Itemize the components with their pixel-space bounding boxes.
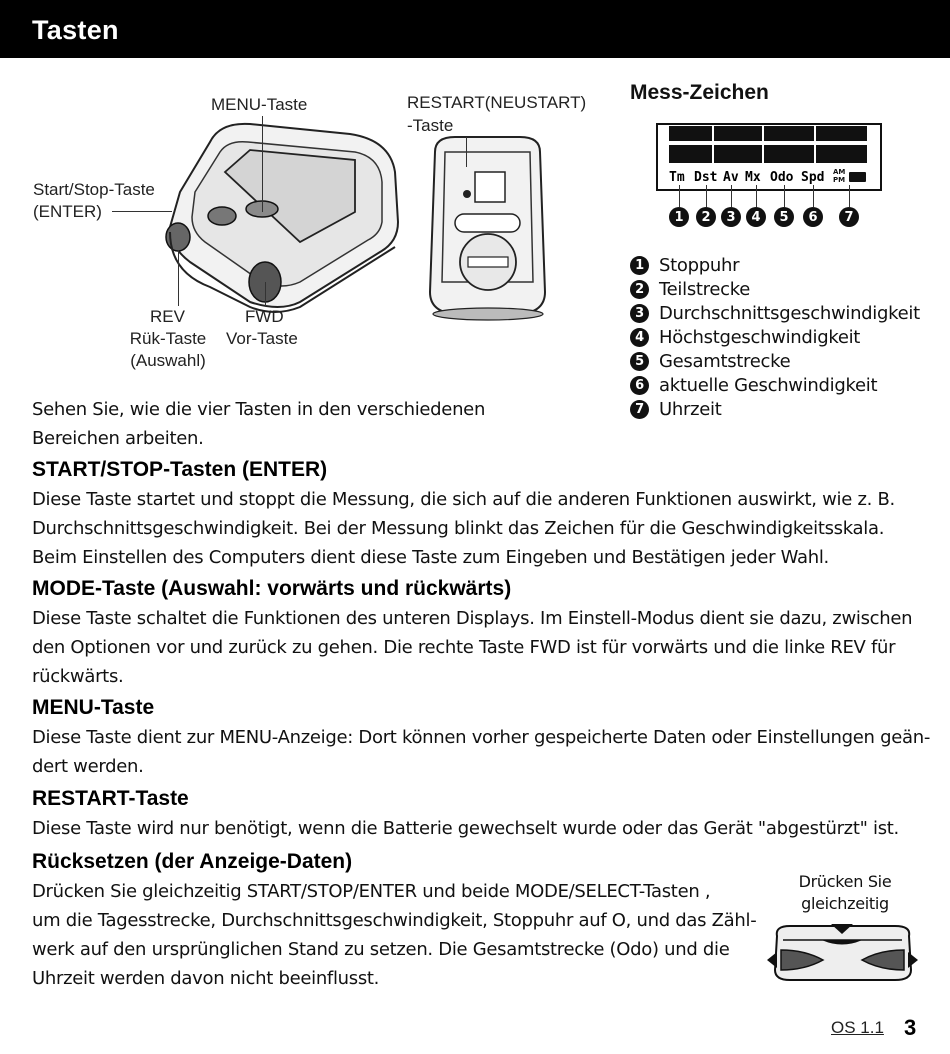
legend-item	[630, 373, 920, 397]
fwd-leader-line	[265, 282, 266, 306]
rev-leader-line	[178, 250, 179, 306]
legend-text: Stoppuhr	[659, 254, 740, 276]
footer-model: OS 1.1	[831, 1018, 884, 1037]
restart-paragraph	[32, 814, 899, 843]
lcd-leader-1	[679, 185, 680, 207]
legend-number: 5	[630, 352, 649, 371]
legend-number: 4	[630, 328, 649, 347]
legend-item	[630, 349, 920, 373]
legend-item	[630, 277, 920, 301]
mess-title: Mess-Zeichen	[630, 81, 769, 104]
lcd-leader-3	[731, 185, 732, 207]
intro-line: Bereichen arbeiten.	[32, 428, 204, 449]
lcd-number-7: 7	[839, 207, 859, 227]
intro-line: Sehen Sie, wie die vier Tasten in den verschiedenen	[32, 399, 486, 420]
page-title: Tasten	[32, 15, 119, 45]
lcd-leader-4	[756, 185, 757, 207]
startstop-paragraph	[32, 485, 895, 572]
press-label-line: Drücken Sie	[798, 872, 892, 891]
lcd-label-mx: Mx	[745, 170, 761, 185]
device-front-illustration	[150, 112, 410, 322]
header-bar	[0, 0, 950, 58]
reset-title: Rücksetzen (der Anzeige-Daten)	[32, 850, 353, 873]
press-label-line: gleichzeitig	[801, 894, 889, 913]
paragraph-line: Diese Taste wird nur benötigt, wenn die Batterie gewechselt wurde oder das Gerät "abgestürzt" ist.	[32, 818, 899, 839]
paragraph-line: Diese Taste schaltet die Funktionen des unteren Displays. Im Einstell-Modus dient sie dazu, zwischen	[32, 608, 913, 629]
legend-number: 1	[630, 256, 649, 275]
menu-title: MENU-Taste	[32, 696, 155, 719]
legend-text: Teilstrecke	[659, 278, 750, 300]
press-buttons-illustration	[765, 922, 920, 984]
mess-legend-list	[630, 253, 920, 421]
press-simultaneously-label	[775, 871, 915, 915]
rev-label: REV	[150, 307, 185, 326]
paragraph-line: werk auf den ursprünglichen Stand zu setzen. Die Gesamtstrecke (Odo) und die	[32, 939, 730, 960]
lcd-number-2: 2	[696, 207, 716, 227]
restart-title: RESTART-Taste	[32, 787, 189, 810]
restart-leader-line	[466, 137, 467, 167]
lcd-label-spd: Spd	[801, 170, 825, 185]
lcd-number-5: 5	[774, 207, 794, 227]
lcd-leader-6	[813, 185, 814, 207]
mode-title: MODE-Taste (Auswahl: vorwärts und rückwärts)	[32, 577, 512, 600]
reset-paragraph	[32, 877, 756, 993]
restart-label-line1: RESTART(NEUSTART)	[407, 93, 587, 112]
paragraph-line: dert werden.	[32, 756, 144, 777]
lcd-number-3: 3	[721, 207, 741, 227]
paragraph-line: Diese Taste dient zur MENU-Anzeige: Dort können vorher gespeicherte Daten oder Einstellungen geän-	[32, 727, 931, 748]
rev-sub-line2: (Auswahl)	[130, 351, 206, 370]
startstop-label-line1: Start/Stop-Taste	[33, 180, 155, 199]
startstop-label-line2: (ENTER)	[33, 202, 102, 221]
lcd-number-1: 1	[669, 207, 689, 227]
legend-item	[630, 253, 920, 277]
paragraph-line: Diese Taste startet und stoppt die Messung, die sich auf die anderen Funktionen auswirkt, wie z. B.	[32, 489, 895, 510]
legend-number: 7	[630, 400, 649, 419]
lcd-label-odo: Odo	[770, 170, 794, 185]
lcd-leader-7	[849, 185, 850, 207]
paragraph-line: rückwärts.	[32, 666, 124, 687]
mode-paragraph	[32, 604, 912, 691]
legend-number: 3	[630, 304, 649, 323]
menu-paragraph	[32, 723, 930, 781]
lcd-label-dst: Dst	[694, 170, 718, 185]
legend-item	[630, 397, 920, 421]
legend-text: Höchstgeschwindigkeit	[659, 326, 861, 348]
lcd-display-illustration	[655, 122, 883, 194]
legend-text: aktuelle Geschwindigkeit	[659, 374, 878, 396]
lcd-label-av: Av	[723, 170, 739, 185]
rev-sub-line1: Rük-Taste	[129, 329, 207, 348]
lcd-label-ampm: AM PM	[833, 168, 846, 184]
legend-text: Durchschnittsgeschwindigkeit	[659, 302, 920, 324]
menu-leader-line	[262, 116, 263, 212]
menu-label: MENU-Taste	[211, 95, 308, 114]
startstop-title: START/STOP-Tasten (ENTER)	[32, 458, 328, 481]
lcd-number-4: 4	[746, 207, 766, 227]
fwd-label: FWD	[245, 307, 284, 326]
fwd-sub: Vor-Taste	[226, 329, 298, 348]
intro-paragraph	[32, 395, 485, 453]
legend-text: Gesamtstrecke	[659, 350, 791, 372]
restart-label-line2: -Taste	[407, 116, 454, 135]
lcd-leader-5	[784, 185, 785, 207]
legend-number: 2	[630, 280, 649, 299]
paragraph-line: Uhrzeit werden davon nicht beeinflusst.	[32, 968, 380, 989]
legend-number: 6	[630, 376, 649, 395]
legend-item	[630, 301, 920, 325]
paragraph-line: Drücken Sie gleichzeitig START/STOP/ENTER und beide MODE/SELECT-Tasten ,	[32, 881, 711, 902]
page-number: 3	[904, 1015, 917, 1040]
paragraph-line: um die Tagesstrecke, Durchschnittsgeschwindigkeit, Stoppuhr auf O, und das Zähl-	[32, 910, 757, 931]
paragraph-line: Beim Einstellen des Computers dient diese Taste zum Eingeben und Bestätigen jeder Wahl.	[32, 547, 829, 568]
lcd-number-6: 6	[803, 207, 823, 227]
lcd-label-tm: Tm	[669, 170, 685, 185]
legend-text: Uhrzeit	[659, 398, 722, 420]
paragraph-line: den Optionen vor und zurück zu gehen. Die rechte Taste FWD ist für vorwärts und die linke REV für	[32, 637, 896, 658]
lcd-leader-2	[706, 185, 707, 207]
device-back-illustration	[420, 132, 555, 322]
paragraph-line: Durchschnittsgeschwindigkeit. Bei der Messung blinkt das Zeichen für die Geschwindigkeitsskala.	[32, 518, 885, 539]
startstop-leader-line	[112, 211, 172, 212]
legend-item	[630, 325, 920, 349]
battery-icon	[849, 172, 866, 182]
